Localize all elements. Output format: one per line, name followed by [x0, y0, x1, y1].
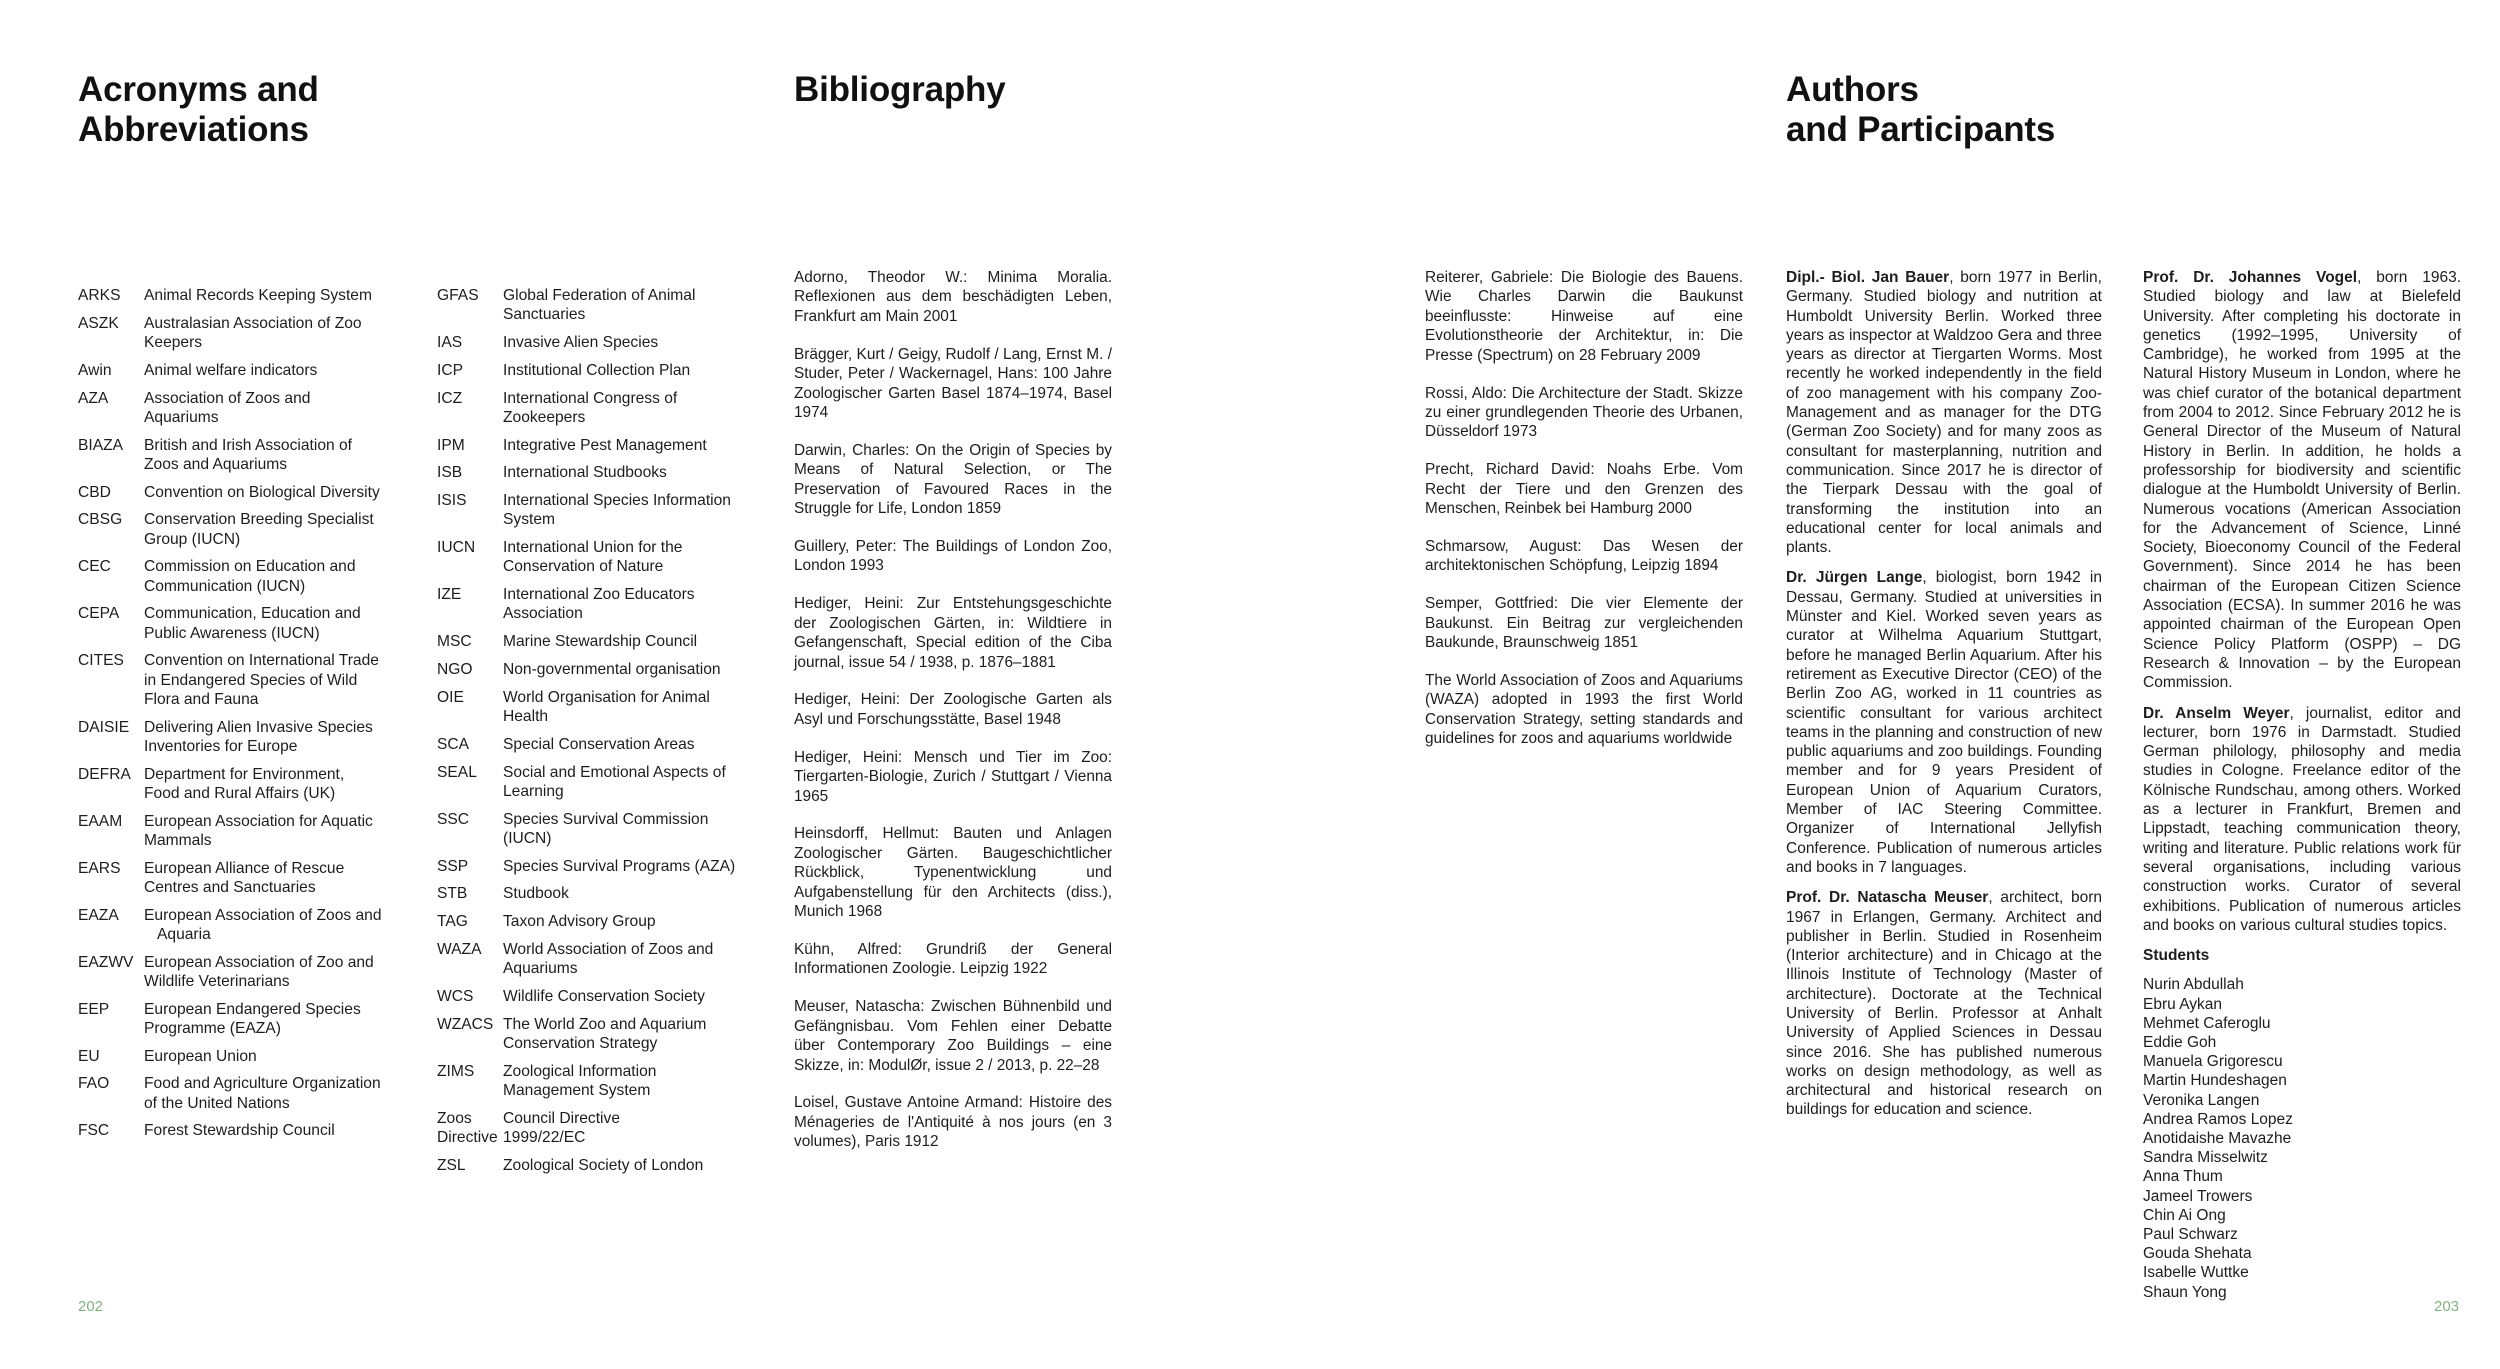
student-name: Manuela Grigorescu [2143, 1053, 2283, 1071]
acronym-abbreviation: BIAZA [78, 436, 124, 454]
acronym-definition: European Union [144, 1047, 257, 1065]
acronym-definition: International Species Information System [503, 492, 731, 529]
acronym-definition: Conservation Breeding Specialist Group (IUCN) [144, 511, 374, 548]
acronym-definition: World Association of Zoos and Aquariums [503, 940, 714, 978]
acronym-definition: International Studbooks [503, 464, 667, 482]
acronym-entry [78, 651, 398, 709]
acronym-abbreviation: AZA [78, 389, 109, 407]
acronym-abbreviation: NGO [437, 660, 473, 678]
author-description: , born 1977 in Berlin, Germany. Studied biology and nutrition at Humboldt University Berlin. Worked three years as inspector at Waldzoo Gera and three years as director at Tiergarten Worms. Most recently he worked independently in the field of zoo management with his company Zoo-Management and as manager for the DTG (German Zoo Society) and for many zoos as consultant for masterplanning, nutrition and communication. Since 2017 he is director of the Tierpark Dessau with the goal of transforming the institution into an educational center for local animals and plants. [1786, 269, 2102, 557]
acronym-abbreviation: FAO [78, 1075, 110, 1093]
author-name: Dr. Anselm Weyer [2143, 704, 2290, 722]
acronym-entry [78, 389, 398, 427]
acronym-abbreviation: EAZA [78, 906, 119, 924]
acronym-entry [437, 735, 757, 754]
acronym-definition: Convention on International Trade in Endangered Species of Wild Flora and Fauna [144, 652, 379, 708]
acronym-abbreviation: FSC [78, 1122, 110, 1140]
student-name: Jameel Trowers [2143, 1187, 2253, 1205]
author-bio [1786, 568, 2102, 877]
acronym-entry [78, 812, 398, 850]
acronym-definition: European Endangered Species Programme (EAZA) [144, 1000, 361, 1037]
acronym-definition: Integrative Pest Management [503, 436, 707, 454]
acronym-entry [78, 1047, 398, 1066]
acronym-abbreviation: SSP [437, 857, 469, 875]
acronym-entry [437, 585, 757, 623]
acronym-entry [437, 688, 757, 726]
acronym-abbreviation: CEPA [78, 605, 120, 623]
acronym-definition: Zoological Society of London [503, 1156, 704, 1174]
student-name: Veronika Langen [2143, 1091, 2260, 1109]
acronym-entry [78, 510, 398, 548]
student-name: Anna Thum [2143, 1168, 2223, 1186]
acronym-abbreviation: EAZWV [78, 953, 134, 971]
bibliography-column-2 [1425, 268, 1743, 767]
acronym-entry [437, 1109, 757, 1147]
student-name: Ebru Aykan [2143, 995, 2222, 1013]
acronym-definition: Global Federation of Animal Sanctuaries [503, 287, 696, 324]
acronym-entry [437, 810, 757, 848]
acronym-definition: Taxon Advisory Group [503, 913, 656, 931]
author-name: Prof. Dr. Natascha Meuser [1786, 889, 1989, 907]
author-description: , biologist, born 1942 in Dessau, Germany. Studied at universities in Münster and Kiel. Worked seven years as curator at Wilhelma Aquarium Stuttgart, before he managed Berlin Aquarium. After his retirement as Executive Director (CEO) of the Berlin Zoo AG, worked in 11 countries as scientific consultant for various architect teams in the planning and construction of new public aquariums and zoo buildings. Founding member and for 9 years President of European Union of Aquarium Curators, Member of IAC Steering Committee. Organizer of International Jellyfish Conference. Publication of numerous articles and books in 7 languages. [1786, 569, 2102, 876]
author-bio [2143, 704, 2461, 936]
acronym-definition: Delivering Alien Invasive Species Inventories for Europe [144, 718, 373, 755]
acronym-abbreviation: CITES [78, 652, 124, 670]
bibliography-entry: Reiterer, Gabriele: Die Biologie des Bauens. Wie Charles Darwin die Baukunst beeinflusste: Hinweise auf eine Evolutionstheorie der Architektur, in: Die Presse (Spectrum) on 28 February 2009 [1425, 269, 1743, 364]
acronym-entry [78, 286, 398, 305]
acronym-entry [78, 604, 398, 642]
acronym-entry [437, 1062, 757, 1100]
acronym-definition: Social and Emotional Aspects of Learning [503, 763, 726, 800]
page-number-left: 202 [78, 1298, 104, 1315]
bibliography-entry: Rossi, Aldo: Die Architecture der Stadt. Skizze zu einer grundlegenden Theorie des Urbanen, Düsseldorf 1973 [1425, 384, 1743, 441]
acronym-entry [437, 1156, 757, 1175]
bibliography-entry: Guillery, Peter: The Buildings of London Zoo, London 1993 [794, 537, 1112, 575]
acronym-definition: Forest Stewardship Council [144, 1122, 335, 1140]
acronym-abbreviation: ISB [437, 464, 463, 482]
student-name: Eddie Goh [2143, 1034, 2217, 1051]
acronym-entry [78, 1000, 398, 1038]
acronym-definition: Zoological Information Management System [503, 1062, 657, 1099]
bibliography-entry: Darwin, Charles: On the Origin of Species by Means of Natural Selection, or The Preservation of Favoured Races in the Struggle for Life, London 1859 [794, 441, 1112, 518]
acronym-definition: World Organisation for Animal Health [503, 688, 710, 725]
authors-heading: Authors and Participants [1786, 70, 2056, 149]
author-description: , born 1963. Studied biology and law at Bielefeld University. After completing his doctorate in genetics (1992–1995, University of Cambridge), he worked from 1995 at the Natural History Museum in London, where he was chief curator of the botanical department from 2004 to 2012. Since February 2012 he is General Director of the Museum of Natural History in Berlin. In addition, he holds a professorship for biodiversity and scientific dialogue at the Humboldt University of Berlin. Numerous vocations (American Association for the Advancement of Science, Linné Society, Bioeconomy Council of the Federal Government). Since 2014 he has been chairman of the European Citizen Science Association (ECSA). In summer 2016 he was appointed chairman of the European Open Science Policy Platform (OSPP) – DG Research & Innovation – by the European Commission. [2143, 269, 2462, 692]
acronym-entry [78, 436, 398, 474]
bibliography-entry: Precht, Richard David: Noahs Erbe. Vom Recht der Tiere und den Grenzen des Menschen, Reinbek bei Hamburg 2000 [1425, 461, 1743, 518]
acronym-definition: British and Irish Association of Zoos and Aquariums [144, 436, 353, 473]
acronym-entry [78, 1074, 398, 1112]
acronym-abbreviation: IPM [437, 436, 465, 454]
acronym-abbreviation: SCA [437, 735, 470, 753]
acronym-definition: European Alliance of Rescue Centres and Sanctuaries [144, 859, 345, 896]
bibliography-column-1 [794, 268, 1112, 1170]
acronym-entry [78, 859, 398, 897]
acronym-entry [437, 538, 757, 576]
acronym-definition: Species Survival Commission (IUCN) [503, 810, 709, 847]
acronym-abbreviation: OIE [437, 688, 464, 706]
acronym-definition: Convention on Biological Diversity [144, 483, 380, 501]
student-name: Anotidaishe Mavazhe [2143, 1130, 2292, 1148]
bibliography-entry: Meuser, Natascha: Zwischen Bühnenbild und Gefängnisbau. Vom Fehlen einer Debatte über Contemporary Zoo Buildings – eine Skizze, in: ModulØr, issue 2 / 2013, p. 22–28 [794, 998, 1112, 1074]
acronym-entry [78, 314, 398, 352]
acronym-entry [437, 857, 757, 876]
acronym-entry [437, 763, 757, 801]
bibliography-entry: Schmarsow, August: Das Wesen der architektonischen Schöpfung, Leipzig 1894 [1425, 537, 1743, 575]
author-bio [1786, 268, 2102, 557]
acronym-abbreviation: EU [78, 1047, 100, 1065]
acronym-entry [78, 557, 398, 595]
bibliography-entry: Loisel, Gustave Antoine Armand: Histoire des Ménageries de l'Antiquité à nos jours (en 3 volumes), Paris 1912 [794, 1094, 1112, 1151]
acronym-entry [437, 389, 757, 427]
student-name: Martin Hundeshagen [2143, 1072, 2287, 1090]
acronym-abbreviation: WCS [437, 987, 474, 1005]
acronym-entry [437, 491, 757, 529]
acronym-entry [437, 884, 757, 903]
acronym-entry [78, 953, 398, 991]
acronym-abbreviation: EAAM [78, 812, 123, 830]
acronym-abbreviation: CBSG [78, 511, 123, 529]
acronym-abbreviation: EEP [78, 1000, 110, 1018]
acronym-definition: The World Zoo and Aquarium Conservation Strategy [503, 1015, 707, 1052]
acronym-abbreviation: TAG [437, 913, 468, 931]
acronym-entry [437, 286, 757, 324]
author-name: Dipl.- Biol. Jan Bauer [1786, 269, 1950, 286]
acronym-definition: European Association of Zoo and Wildlife Veterinarians [144, 953, 374, 990]
author-name: Prof. Dr. Johannes Vogel [2143, 269, 2358, 286]
acronym-entry [78, 765, 398, 803]
acronym-abbreviation: Awin [78, 361, 112, 379]
acronym-entry [437, 912, 757, 931]
bibliography-entry: Hediger, Heini: Zur Entstehungsgeschichte der Zoologischen Gärten, in: Wildtiere in Gefangenschaft, Special edition of the Ciba journal, issue 54 / 1938, p. 1876–1881 [794, 595, 1112, 671]
acronym-definition: Food and Agriculture Organization of the United Nations [144, 1075, 381, 1112]
bibliography-entry: Heinsdorff, Hellmut: Bauten und Anlagen Zoologischer Gärten. Baugeschichtlicher Rückblick, Typenentwicklung und Aufgabenstellung für den Architects (diss.), Munich 1968 [794, 825, 1112, 921]
acronym-entry [437, 333, 757, 352]
acronym-definition: Commission on Education and Communication (IUCN) [144, 558, 356, 595]
acronym-abbreviation: CBD [78, 483, 111, 501]
acronym-definition: Marine Stewardship Council [503, 633, 698, 651]
student-name: Chin Ai Ong [2143, 1206, 2226, 1224]
acronym-definition: Special Conservation Areas [503, 735, 695, 753]
acronym-definition: Department for Environment, Food and Rural Affairs (UK) [144, 765, 345, 802]
acronym-definition: International Zoo Educators Association [503, 586, 695, 623]
acronym-definition: Invasive Alien Species [503, 334, 659, 351]
acronym-definition: Animal Records Keeping System [144, 287, 372, 304]
acronym-entry [78, 718, 398, 756]
acronym-abbreviation: ISIS [437, 492, 467, 510]
acronym-abbreviation: STB [437, 885, 468, 903]
bibliography-entry: Kühn, Alfred: Grundriß der General Informationen Zoologie. Leipzig 1922 [794, 940, 1112, 978]
acronym-abbreviation: Zoos Directive [437, 1109, 498, 1146]
acronym-abbreviation: SSC [437, 810, 470, 828]
acronym-abbreviation: WAZA [437, 940, 482, 958]
acronym-entry [437, 436, 757, 455]
acronym-entry [78, 906, 398, 944]
author-description: , architect, born 1967 in Erlangen, Germany. Architect and publisher in Berlin. Studied in Rosenheim (Interior architecture) and in Chicago at the Illinois Institute of Technology (Master of architecture). Doctorate at the Technical University of Berlin. Professor at Anhalt University of Applied Sciences in Dessau since 2016. She has published numerous works on design methodology, as well as architectural and historical research on buildings for education and science. [1786, 889, 2102, 1119]
acronym-abbreviation: IAS [437, 334, 463, 351]
acronym-abbreviation: GFAS [437, 287, 479, 304]
acronym-abbreviation: EARS [78, 859, 121, 877]
acronym-abbreviation: ICZ [437, 389, 463, 407]
page-number-right: 203 [2434, 1298, 2460, 1315]
acronym-abbreviation: DEFRA [78, 765, 131, 783]
authors-column-2 [2143, 268, 2461, 1302]
acronym-definition: European Association for Aquatic Mammals [144, 812, 373, 849]
acronym-definition: Species Survival Programs (AZA) [503, 857, 736, 875]
bibliography-entry: Brägger, Kurt / Geigy, Rudolf / Lang, Ernst M. / Studer, Peter / Wackernagel, Hans: 100 Jahre Zoologischer Garten Basel 1874–1974, Basel 1974 [794, 345, 1112, 421]
acronym-abbreviation: ICP [437, 361, 463, 379]
acronym-definition: European Association of Zoos and Aquaria [144, 906, 382, 943]
acronym-abbreviation: ARKS [78, 287, 121, 304]
bibliography-heading: Bibliography [794, 70, 1006, 109]
bibliography-entry: Hediger, Heini: Der Zoologische Garten als Asyl und Forschungsstätte, Basel 1948 [794, 691, 1112, 728]
acronyms-column-2 [437, 286, 757, 1184]
acronym-entry [78, 361, 398, 380]
bibliography-entry: Semper, Gottfried: Die vier Elemente der Baukunst. Ein Beitrag zur vergleichenden Baukunde, Braunschweig 1851 [1425, 595, 1743, 652]
student-name: Shaun Yong [2143, 1283, 2227, 1301]
acronym-definition: Non-governmental organisation [503, 660, 721, 678]
acronym-definition: International Union for the Conservation of Nature [503, 539, 683, 576]
acronym-definition: International Congress of Zookeepers [503, 389, 678, 426]
acronym-definition: Institutional Collection Plan [503, 361, 691, 379]
acronym-definition: Wildlife Conservation Society [503, 987, 705, 1005]
student-name: Paul Schwarz [2143, 1226, 2238, 1244]
student-name: Nurin Abdullah [2143, 976, 2244, 994]
acronym-entry [437, 987, 757, 1006]
student-name: Sandra Misselwitz [2143, 1149, 2268, 1167]
acronym-entry [437, 940, 757, 978]
acronym-definition: Association of Zoos and Aquariums [144, 389, 311, 426]
acronym-entry [78, 1121, 398, 1140]
author-name: Dr. Jürgen Lange [1786, 569, 1923, 587]
acronym-entry [437, 660, 757, 679]
students-heading: Students [2143, 947, 2210, 965]
students-list [2143, 975, 2461, 1301]
acronym-abbreviation: ZIMS [437, 1062, 475, 1080]
acronyms-heading: Acronyms and Abbreviations [78, 70, 319, 149]
acronym-entry [437, 463, 757, 482]
acronym-abbreviation: WZACS [437, 1015, 494, 1033]
student-name: Mehmet Caferoglu [2143, 1014, 2271, 1032]
author-bio [1786, 888, 2102, 1120]
acronym-abbreviation: IUCN [437, 539, 476, 557]
author-bio [2143, 268, 2461, 693]
acronym-abbreviation: SEAL [437, 763, 477, 781]
acronym-abbreviation: DAISIE [78, 718, 130, 736]
author-description: , journalist, editor and lecturer, born 1976 in Darmstadt. Studied German philology, philosophy and media studies in Cologne. Freelance editor of the Kölnische Rundschau, among others. Worked as a lecturer in Frankfurt, Bremen and Lippstadt, teaching communication theory, writing and literature. Public relations work für several organisations, including various construction works. Curator of several exhibitions. Publication of numerous articles and books on various cultural studies topics. [2143, 704, 2462, 934]
bibliography-entry: The World Association of Zoos and Aquariums (WAZA) adopted in 1993 the first World Conservation Strategy, setting standards and guidelines for zoos and aquariums worldwide [1425, 672, 1743, 748]
acronym-entry [437, 1015, 757, 1053]
acronym-entry [437, 361, 757, 380]
acronym-definition: Communication, Education and Public Awareness (IUCN) [144, 605, 361, 642]
acronym-definition: Council Directive 1999/22/EC [503, 1109, 620, 1146]
student-name: Andrea Ramos Lopez [2143, 1110, 2293, 1128]
acronym-entry [78, 483, 398, 502]
acronym-abbreviation: MSC [437, 633, 472, 651]
bibliography-entry: Adorno, Theodor W.: Minima Moralia. Reflexionen aus dem beschädigten Leben, Frankfurt am Main 2001 [794, 269, 1112, 325]
acronym-definition: Studbook [503, 885, 569, 903]
acronym-entry [437, 632, 757, 651]
acronym-abbreviation: ASZK [78, 314, 119, 332]
bibliography-entry: Hediger, Heini: Mensch und Tier im Zoo: Tiergarten-Biologie, Zurich / Stuttgart / Vienna 1965 [794, 748, 1112, 805]
acronym-definition: Animal welfare indicators [144, 361, 318, 379]
acronym-abbreviation: CEC [78, 558, 111, 576]
student-name: Isabelle Wuttke [2143, 1264, 2249, 1282]
authors-column-1 [1786, 268, 2102, 1131]
acronym-abbreviation: ZSL [437, 1156, 466, 1174]
acronym-definition: Australasian Association of Zoo Keepers [144, 314, 362, 351]
student-name: Gouda Shehata [2143, 1245, 2252, 1263]
acronyms-column-1 [78, 286, 398, 1149]
acronym-abbreviation: IZE [437, 586, 462, 604]
